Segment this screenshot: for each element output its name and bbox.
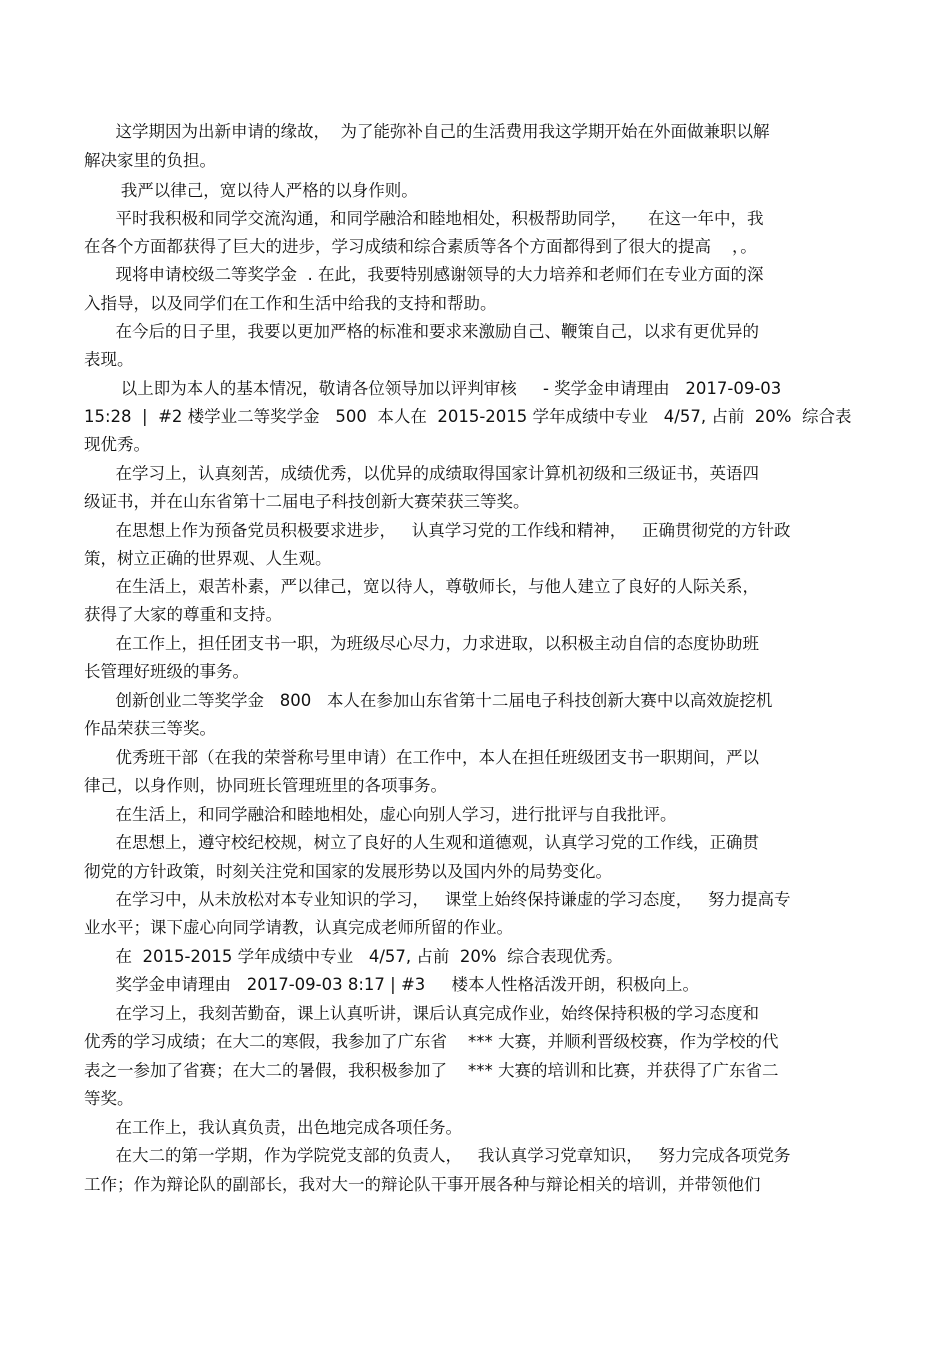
text-line: 优秀的学习成绩；在大二的寒假，我参加了广东省 *** 大赛，并顺利晋级校赛，作为学校的代	[84, 1032, 779, 1051]
text-line: 等奖。	[84, 1089, 134, 1108]
text-line: 现将申请校级二等奖学金 . 在此，我要特别感谢领导的大力培养和老师们在专业方面的深	[84, 265, 764, 284]
text-line: 在生活上，艰苦朴素，严以律己，宽以待人，尊敬师长，与他人建立了良好的人际关系，	[84, 577, 759, 596]
text-line: 入指导，以及同学们在工作和生活中给我的支持和帮助。	[84, 294, 497, 313]
text-line: 级证书，并在山东省第十二届电子科技创新大赛荣获三等奖。	[84, 492, 530, 511]
text-line: 策，树立正确的世界观、人生观。	[84, 549, 332, 568]
text-line: 在各个方面都获得了巨大的进步，学习成绩和综合素质等各个方面都得到了很大的提高 ，。	[84, 237, 757, 256]
text-line: 以上即为本人的基本情况，敬请各位领导加以评判审核 - 奖学金申请理由 2017-09-03	[84, 379, 782, 398]
text-line: 获得了大家的尊重和支持。	[84, 605, 282, 624]
text-line: 在工作上，担任团支书一职，为班级尽心尽力，力求进取，以积极主动自信的态度协助班	[84, 634, 759, 653]
text-line: 我严以律己，宽以待人严格的以身作则。	[84, 181, 418, 200]
text-line: 奖学金申请理由 2017-09-03 8:17 | #3 楼本人性格活泼开朗，积极向上。	[84, 975, 699, 994]
text-line: 在思想上，遵守校纪校规，树立了良好的人生观和道德观，认真学习党的工作线，正确贯	[84, 833, 759, 852]
text-line: 在学习上，认真刻苦，成绩优秀，以优异的成绩取得国家计算机初级和三级证书，英语四	[84, 464, 759, 483]
text-line: 表现。	[84, 350, 134, 369]
text-line: 长管理好班级的事务。	[84, 662, 249, 681]
text-line: 作品荣获三等奖。	[84, 719, 216, 738]
text-line: 在学习中，从未放松对本专业知识的学习， 课堂上始终保持谦虚的学习态度， 努力提高专	[84, 890, 791, 909]
text-line: 表之一参加了省赛；在大二的暑假，我积极参加了 *** 大赛的培训和比赛，并获得了广东省二	[84, 1061, 779, 1080]
text-line: 创新创业二等奖学金 800 本人在参加山东省第十二届电子科技创新大赛中以高效旋挖机	[84, 691, 773, 710]
text-line: 解决家里的负担。	[84, 151, 216, 170]
text-line: 这学期因为出新申请的缘故， 为了能弥补自己的生活费用我这学期开始在外面做兼职以解	[84, 122, 770, 141]
text-line: 在 2015-2015 学年成绩中专业 4/57, 占前 20% 综合表现优秀。	[84, 947, 623, 966]
text-line: 现优秀。	[84, 435, 150, 454]
text-line: 在今后的日子里，我要以更加严格的标准和要求来激励自己、鞭策自己，以求有更优异的	[84, 322, 759, 341]
text-line: 在工作上，我认真负责，出色地完成各项任务。	[84, 1118, 462, 1137]
text-line: 业水平；课下虚心向同学请教，认真完成老师所留的作业。	[84, 918, 513, 937]
text-line: 在思想上作为预备党员积极要求进步， 认真学习党的工作线和精神， 正确贯彻党的方针政	[84, 521, 791, 540]
text-line: 律己，以身作则，协同班长管理班里的各项事务。	[84, 776, 447, 795]
text-line: 工作；作为辩论队的副部长，我对大一的辩论队干事开展各种与辩论相关的培训，并带领他们	[84, 1175, 761, 1194]
text-line: 彻党的方针政策，时刻关注党和国家的发展形势以及国内外的局势变化。	[84, 862, 612, 881]
text-line: 平时我积极和同学交流沟通，和同学融洽和睦地相处，积极帮助同学， 在这一年中，我	[84, 209, 764, 228]
text-line: 优秀班干部（在我的荣誉称号里申请）在工作中，本人在担任班级团支书一职期间，严以	[84, 748, 759, 767]
text-line: 15:28 | #2 楼学业二等奖学金 500 本人在 2015-2015 学年成绩中专业 4/57, 占前 20% 综合表	[84, 407, 852, 426]
text-line: 在大二的第一学期，作为学院党支部的负责人， 我认真学习党章知识， 努力完成各项党务	[84, 1146, 791, 1165]
text-line: 在生活上，和同学融洽和睦地相处，虚心向别人学习，进行批评与自我批评。	[84, 805, 677, 824]
text-line: 在学习上，我刻苦勤奋，课上认真听讲，课后认真完成作业，始终保持积极的学习态度和	[84, 1004, 759, 1023]
